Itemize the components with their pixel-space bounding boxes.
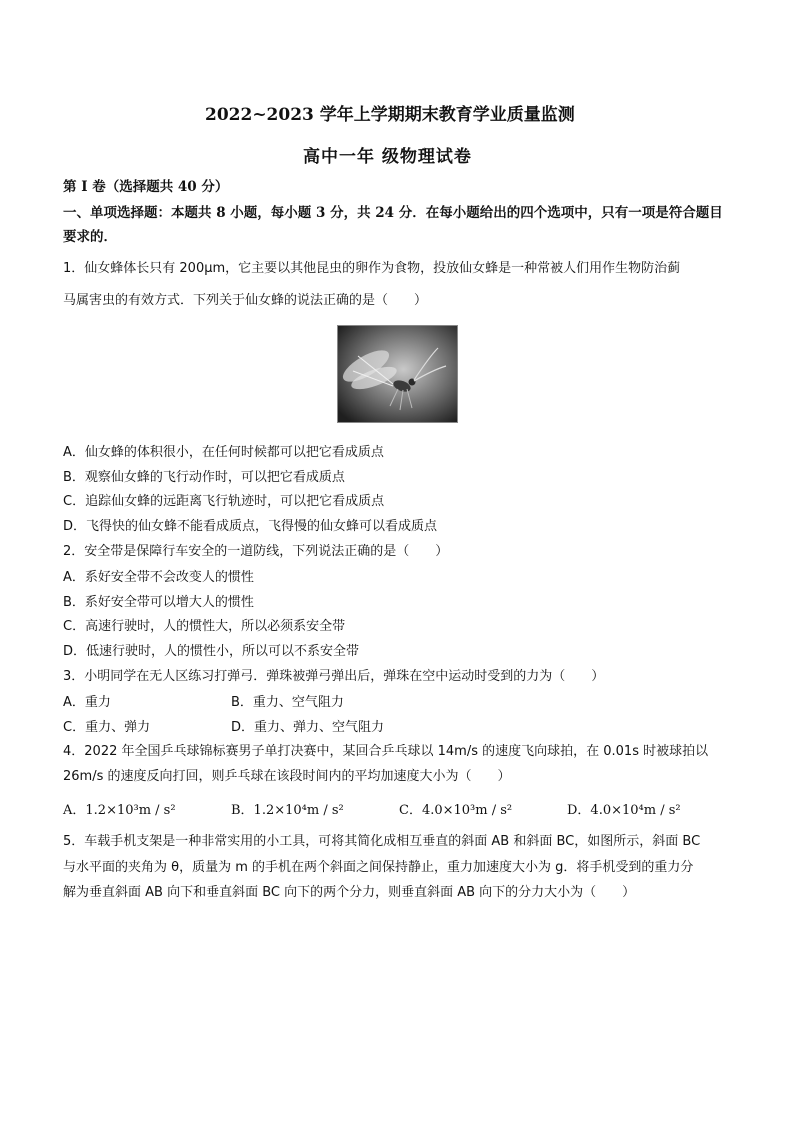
q5-stem-line2: 与水平面的夹角为 θ，质量为 m 的手机在两个斜面之间保持静止，重力加速度大小为 g．将手机受到的重力分 [63, 860, 694, 875]
section-intro-line1: 一、单项选择题：本题共 8 小题，每小题 3 分，共 24 分．在每小题给出的四个选项中，只有一项是符合题目 [63, 205, 723, 221]
section-intro-line2: 要求的． [63, 229, 117, 245]
q1-option-b: B．观察仙女蜂的飞行动作时，可以把它看成质点 [63, 470, 345, 485]
q3-stem: 3．小明同学在无人区练习打弹弓．弹珠被弹弓弹出后，弹珠在空中运动时受到的力为（ ） [63, 669, 605, 684]
q5-stem-line3: 解为垂直斜面 AB 向下和垂直斜面 BC 向下的两个分力，则垂直斜面 AB 向下的分力大小为（ ） [63, 885, 636, 900]
q1-option-d: D．飞得快的仙女蜂不能看成质点，飞得慢的仙女蜂可以看成质点 [63, 519, 438, 534]
q1-stem-line2: 马属害虫的有效方式．下列关于仙女蜂的说法正确的是（ ） [63, 293, 428, 308]
q2-option-b: B．系好安全带可以增大人的惯性 [63, 595, 254, 610]
q2-option-a: A．系好安全带不会改变人的惯性 [63, 570, 254, 585]
q1-option-a: A．仙女蜂的体积很小，在任何时候都可以把它看成质点 [63, 445, 384, 460]
q3-option-a: A．重力 [63, 695, 111, 710]
q4-option-a: A．1.2×10³m / s² [63, 803, 176, 818]
q1-stem-line1: 1．仙女蜂体长只有 200μm，它主要以其他昆虫的卵作为食物，投放仙女蜂是一种常被人们用作生物防治蓟 [63, 261, 681, 276]
section-volume: 第 I 卷（选择题共 40 分） [63, 179, 229, 195]
exam-subtitle: 高中一年 级物理试卷 [303, 147, 472, 167]
q4-option-b: B．1.2×10⁴m / s² [231, 803, 344, 818]
q3-option-d: D．重力、弹力、空气阻力 [231, 720, 385, 735]
q1-option-c: C．追踪仙女蜂的远距离飞行轨迹时，可以把它看成质点 [63, 494, 385, 509]
q2-stem: 2．安全带是保障行车安全的一道防线，下列说法正确的是（ ） [63, 544, 449, 559]
exam-title: 2022~2023 学年上学期期末教育学业质量监测 [205, 105, 575, 125]
q2-option-d: D．低速行驶时，人的惯性小，所以可以不系安全带 [63, 644, 360, 659]
q5-stem-line1: 5．车载手机支架是一种非常实用的小工具，可将其简化成相互垂直的斜面 AB 和斜面 BC，如图所示，斜面 BC [63, 834, 701, 849]
q3-option-b: B．重力、空气阻力 [231, 695, 344, 710]
q4-stem-line1: 4．2022 年全国乒乓球锦标赛男子单打决赛中，某回合乒乓球以 14m/s 的速度飞向球拍，在 0.01s 时被球拍以 [63, 744, 709, 759]
fairyfly-illustration [338, 326, 457, 422]
q3-option-c: C．重力、弹力 [63, 720, 151, 735]
q4-option-d: D．4.0×10⁴m / s² [567, 803, 681, 818]
q2-option-c: C．高速行驶时，人的惯性大，所以必须系安全带 [63, 619, 346, 634]
q4-option-c: C．4.0×10³m / s² [399, 803, 513, 818]
fairyfly-photo [337, 325, 458, 423]
q4-stem-line2: 26m/s 的速度反向打回，则乒乓球在该段时间内的平均加速度大小为（ ） [63, 769, 511, 784]
